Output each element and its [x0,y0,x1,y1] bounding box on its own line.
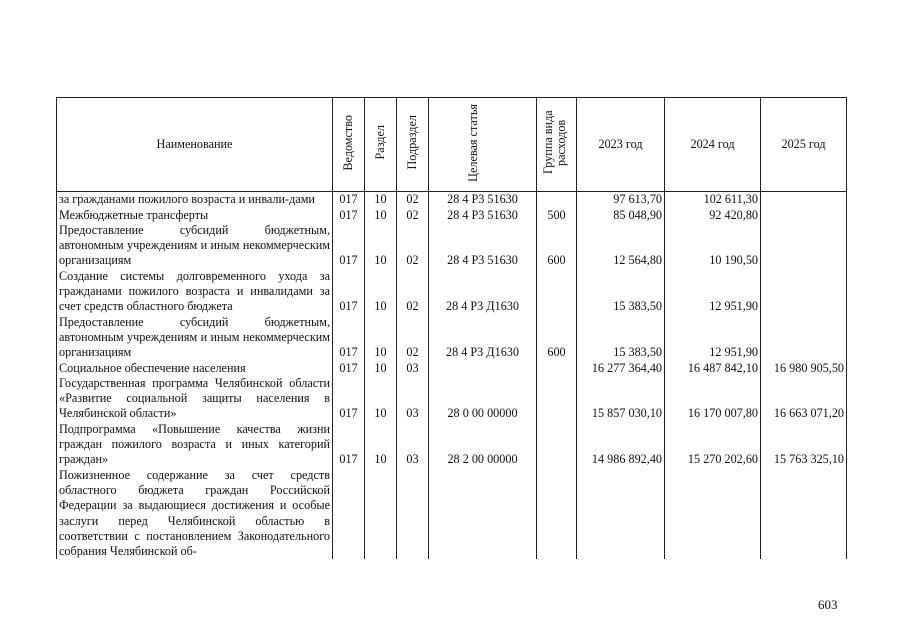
row-razdel: 10 [365,223,397,269]
row-2024: 16 170 007,80 [665,376,761,422]
table-row [57,269,847,315]
row-2023: 97 613,70 [577,192,665,208]
row-razdel: 10 [365,192,397,208]
row-gruppa [537,376,577,422]
row-2023: 15 857 030,10 [577,376,665,422]
row-2024: 12 951,90 [665,315,761,361]
row-2023: 16 277 364,40 [577,361,665,376]
row-2025: 15 763 325,10 [761,422,847,468]
row-razdel: 10 [365,315,397,361]
table-row [57,376,847,422]
row-2024: 102 611,30 [665,192,761,208]
row-2023: 14 986 892,40 [577,422,665,468]
row-2025 [761,315,847,361]
header-podrazdel: Подраздел [397,98,429,192]
row-2024: 15 270 202,60 [665,422,761,468]
row-podrazdel: 02 [397,315,429,361]
row-razdel [365,468,397,560]
row-2023: 85 048,90 [577,208,665,223]
row-vedomstvo: 017 [333,315,365,361]
row-2024 [665,468,761,560]
row-vedomstvo: 017 [333,208,365,223]
row-podrazdel: 03 [397,376,429,422]
row-podrazdel: 03 [397,422,429,468]
row-celevaya-statya: 28 4 Р3 Д1630 [429,269,537,315]
header-gruppa-vida-rashodov: Группа вида расходов [537,98,577,192]
row-2024: 12 951,90 [665,269,761,315]
row-vedomstvo: 017 [333,192,365,208]
table-row [57,192,847,208]
row-name: Предоставление субсидий бюджетным, автономным учреждениям и иным некоммерческим организациям [57,315,333,361]
row-razdel: 10 [365,376,397,422]
row-vedomstvo: 017 [333,223,365,269]
row-vedomstvo: 017 [333,361,365,376]
row-vedomstvo: 017 [333,269,365,315]
row-podrazdel: 03 [397,361,429,376]
row-name: Создание системы долговременного ухода за гражданами пожилого возраста и инвалидами за счет средств областного бюджета [57,269,333,315]
row-vedomstvo [333,468,365,560]
row-gruppa [537,192,577,208]
row-celevaya-statya [429,361,537,376]
table-row [57,315,847,361]
row-gruppa [537,269,577,315]
table-row [57,361,847,376]
row-name: Государственная программа Челябинской области «Развитие социальной защиты населения в Челябинской области» [57,376,333,422]
page-number: 603 [818,597,838,612]
row-celevaya-statya: 28 0 00 00000 [429,376,537,422]
row-2024: 16 487 842,10 [665,361,761,376]
row-2025 [761,208,847,223]
row-celevaya-statya: 28 4 Р3 51630 [429,192,537,208]
row-podrazdel: 02 [397,208,429,223]
row-celevaya-statya [429,468,537,560]
row-name: Пожизненное содержание за счет средств областного бюджета граждан Российской Федерации за выдающиеся достижения и особые заслуги перед Челябинской областью в соответствии с постановлением Законодательного собрания Челябинской об- [57,468,333,560]
row-celevaya-statya: 28 4 Р3 51630 [429,223,537,269]
row-2023: 12 564,80 [577,223,665,269]
row-2025 [761,223,847,269]
row-2023: 15 383,50 [577,315,665,361]
row-podrazdel [397,468,429,560]
header-2024: 2024 год [665,98,761,192]
row-podrazdel: 02 [397,192,429,208]
row-name: Подпрограмма «Повышение качества жизни граждан пожилого возраста и иных категорий граждан» [57,422,333,468]
header-celevaya-statya: Целевая статья [429,98,537,192]
header-name: Наименование [57,98,333,192]
row-gruppa [537,361,577,376]
row-2024: 10 190,50 [665,223,761,269]
table-row [57,223,847,269]
table-row [57,468,847,560]
row-razdel: 10 [365,361,397,376]
row-2025 [761,269,847,315]
header-vedomstvo: Ведомство [333,98,365,192]
row-name: Межбюджетные трансферты [57,208,333,223]
row-gruppa: 600 [537,223,577,269]
row-podrazdel: 02 [397,223,429,269]
row-celevaya-statya: 28 2 00 00000 [429,422,537,468]
row-celevaya-statya: 28 4 Р3 Д1630 [429,315,537,361]
header-2025: 2025 год [761,98,847,192]
header-row [57,98,847,192]
table-row [57,422,847,468]
row-2025: 16 980 905,50 [761,361,847,376]
row-vedomstvo: 017 [333,422,365,468]
row-razdel: 10 [365,269,397,315]
header-2023: 2023 год [577,98,665,192]
row-name: Предоставление субсидий бюджетным, автономным учреждениям и иным некоммерческим организациям [57,223,333,269]
row-razdel: 10 [365,208,397,223]
row-razdel: 10 [365,422,397,468]
row-gruppa: 500 [537,208,577,223]
row-2023: 15 383,50 [577,269,665,315]
row-2024: 92 420,80 [665,208,761,223]
row-2025: 16 663 071,20 [761,376,847,422]
budget-table [56,97,847,559]
row-gruppa: 600 [537,315,577,361]
row-name: за гражданами пожилого возраста и инвали-дами [57,192,333,208]
row-2023 [577,468,665,560]
row-gruppa [537,422,577,468]
row-podrazdel: 02 [397,269,429,315]
row-2025 [761,192,847,208]
header-razdel: Раздел [365,98,397,192]
row-2025 [761,468,847,560]
row-vedomstvo: 017 [333,376,365,422]
row-gruppa [537,468,577,560]
row-celevaya-statya: 28 4 Р3 51630 [429,208,537,223]
table-row [57,208,847,223]
row-name: Социальное обеспечение населения [57,361,333,376]
